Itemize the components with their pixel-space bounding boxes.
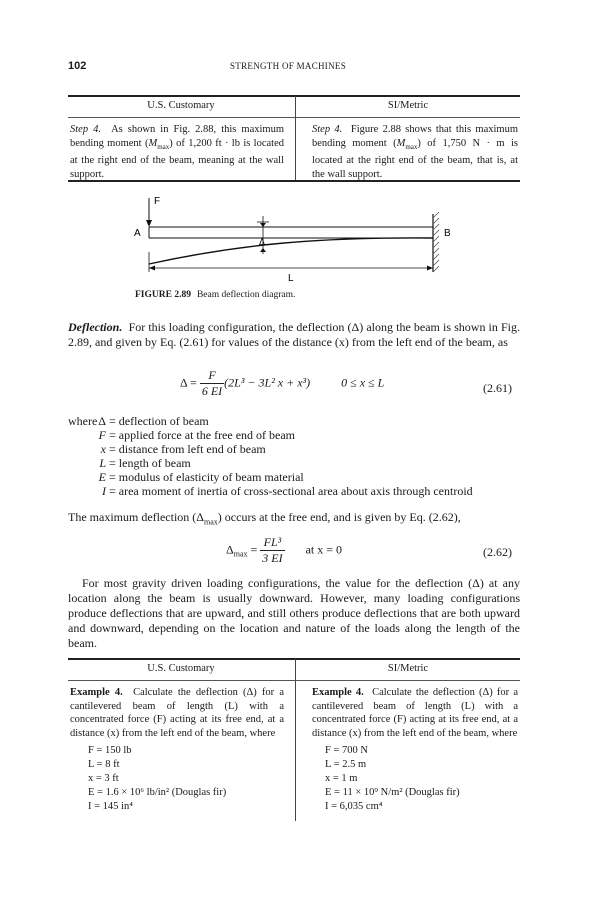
table1-top-rule bbox=[68, 95, 520, 97]
equation-2-62: $\Delta_{max}$ = $\frac{\text{FL³}}{3 EI}$ at x = 0 bbox=[226, 535, 343, 565]
value-L: L = 2.5 m bbox=[325, 759, 367, 770]
value-L: L = 8 ft bbox=[88, 759, 120, 770]
wall-hatching bbox=[433, 212, 439, 272]
delta-arrow-down bbox=[260, 223, 266, 227]
label-A: A bbox=[134, 228, 141, 239]
equation-2-61: Δ = $\frac{F}{6 EI}$ (2L³ − 3L² x + x³) 0 ≤ x ≤ L bbox=[180, 368, 385, 398]
value-E: E = 1.6 × 10⁶ lb/in² (Douglas fir) bbox=[88, 787, 227, 798]
where-intro: where bbox=[68, 414, 98, 428]
table2-left-text: Example 4. Calculate the deflection (Δ) for a cantilevered beam of length (L) with a concentrated force (F) acting at its free end, at a distance (x) from the left end of the beam, where bbox=[70, 687, 285, 739]
table2-top-rule bbox=[68, 658, 520, 660]
table2-right-values bbox=[325, 744, 460, 814]
label-delta: Δ bbox=[259, 237, 266, 247]
equation-number-2-62: (2.62) bbox=[483, 545, 512, 559]
deflected-curve bbox=[149, 238, 433, 264]
value-x: x = 3 ft bbox=[88, 773, 119, 784]
table1-right-heading: SI/Metric bbox=[387, 100, 429, 111]
table2-right-text: Example 4. Calculate the deflection (Δ) for a cantilevered beam of length (L) with a concentrated force (F) acting at its free end, at a distance (x) from the left end of the beam, where bbox=[312, 687, 519, 739]
table1-divider bbox=[295, 96, 296, 181]
value-F: F = 150 lb bbox=[88, 745, 132, 756]
where-list: Δ = deflection of beam F = applied force at the free end of beam x = distance from left end of beam L = length of beam E = modulus of elasticity of beam material I = area moment of inertia of cross-sectional area about axis through centroid bbox=[98, 414, 473, 498]
gravity-paragraph: For most gravity driven loading configurations, the value for the deflection (Δ) at any location along the beam is usually downward. However, many loading configurations produce deflections that are upward, and still others produce deflections that are both upward and downward, depending on the location and nature of the loads along the length of the beam. bbox=[68, 576, 520, 650]
dim-arrow-right bbox=[427, 266, 433, 271]
table2-divider bbox=[295, 659, 296, 821]
table1-right-text: Step 4. Figure 2.88 shows that this maximum bending moment $(M_{max})$ of 1,750 N · m is located at the right end of the beam, that is, at the wall support. bbox=[312, 124, 518, 180]
value-I: I = 145 in⁴ bbox=[88, 801, 133, 812]
figure-caption: FIGURE 2.89 Beam deflection diagram. bbox=[135, 290, 296, 300]
delta-arrow-up bbox=[260, 248, 266, 252]
table1-left-heading: U.S. Customary bbox=[147, 100, 215, 111]
equation-number-2-61: (2.61) bbox=[483, 381, 512, 395]
value-F: F = 700 N bbox=[325, 745, 368, 756]
dim-arrow-left bbox=[149, 266, 155, 271]
deflection-paragraph: Deflection. For this loading configuration, the deflection (Δ) along the beam is shown in Fig. 2.89, and given by Eq. (2.61) for values of the distance (x) from the left end of the beam, as bbox=[68, 320, 521, 349]
value-x: x = 1 m bbox=[325, 773, 358, 784]
value-I: I = 6,035 cm⁴ bbox=[325, 801, 383, 812]
max-deflection-sentence: The maximum deflection $(\Delta_{max})$ occurs at the free end, and is given by Eq. (2.62), bbox=[68, 510, 461, 527]
table2-right-heading: SI/Metric bbox=[387, 663, 429, 674]
table1-left-text: Step 4. As shown in Fig. 2.88, this maximum bending moment $(M_{max})$ of 1,200 ft · lb is located at the right end of the beam, meaning at the wall support. bbox=[70, 124, 285, 180]
label-L: L bbox=[288, 273, 294, 284]
table1-head-rule bbox=[68, 117, 520, 118]
label-B: B bbox=[444, 228, 451, 239]
table2-left-heading: U.S. Customary bbox=[147, 663, 215, 674]
beam-deflection-diagram bbox=[120, 192, 480, 284]
value-E: E = 11 × 10⁹ N/m² (Douglas fir) bbox=[325, 787, 460, 798]
table1-bottom-rule bbox=[68, 180, 520, 182]
force-arrowhead bbox=[146, 220, 152, 227]
page-number: 102 bbox=[68, 60, 87, 72]
running-title: STRENGTH OF MACHINES bbox=[230, 61, 347, 71]
table2-left-values bbox=[88, 744, 226, 814]
table2-head-rule bbox=[68, 680, 520, 681]
label-F: F bbox=[154, 196, 161, 207]
